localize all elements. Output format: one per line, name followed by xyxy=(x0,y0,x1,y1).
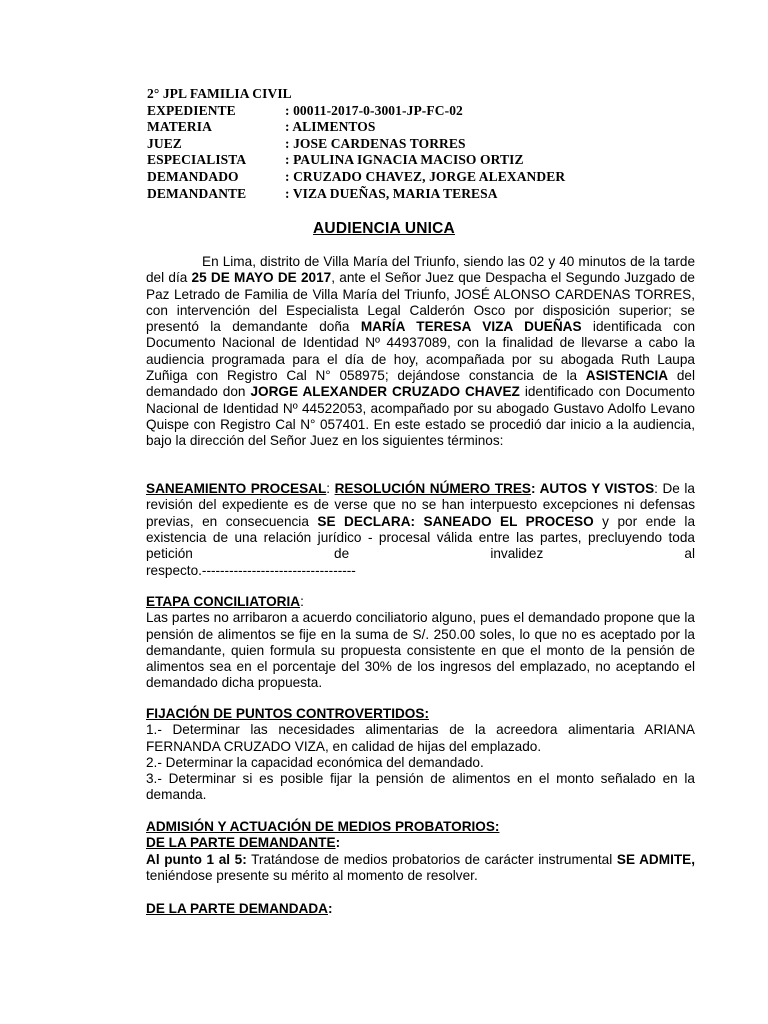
demandada-section xyxy=(146,901,695,917)
saneamiento-heading: SANEAMIENTO PROCESAL xyxy=(146,481,327,496)
case-value: : PAULINA IGNACIA MACISO ORTIZ xyxy=(285,152,524,168)
saneamiento-colon: : xyxy=(326,481,335,496)
case-row-expediente xyxy=(147,103,565,120)
admision-text xyxy=(146,852,695,885)
fijacion-item: 1.- Determinar las necesidades alimentarias de la acreedora alimentaria ARIANA FERNANDA CRUZADO VIZA, en calidad de hijas del emplazado. xyxy=(146,722,695,754)
punto-label: Al punto 1 al 5: xyxy=(146,851,247,867)
admision-section xyxy=(146,819,695,884)
case-label: DEMANDADO xyxy=(147,168,239,184)
demandada-heading: DE LA PARTE DEMANDADA xyxy=(146,901,329,916)
case-label: JUEZ xyxy=(147,135,182,151)
intro-paragraph xyxy=(146,254,695,450)
etapa-colon: : xyxy=(300,594,304,609)
case-value: : 00011-2017-0-3001-JP-FC-02 xyxy=(285,102,463,118)
case-value: : CRUZADO CHAVEZ, JORGE ALEXANDER xyxy=(285,168,566,184)
saneamiento-closing: respecto.---------------------------------- xyxy=(146,563,356,578)
admision-heading: ADMISIÓN Y ACTUACIÓN DE MEDIOS PROBATORIOS: xyxy=(146,819,500,834)
demandada-colon: : xyxy=(328,901,333,916)
intro-text-1: En Lima, distrito de Villa María del Triunfo, siendo las 02 y 40 minutos de la tarde del día xyxy=(146,254,695,286)
fijacion-item: 2.- Determinar la capacidad económica del demandado. xyxy=(146,754,484,770)
case-row-juez xyxy=(147,136,565,153)
hearing-date: 25 DE MAYO DE 2017 xyxy=(191,270,332,286)
autos-vistos: : AUTOS Y VISTOS xyxy=(531,481,655,496)
plaintiff-name: MARÍA TERESA VIZA DUEÑAS xyxy=(360,319,582,335)
demandante-subheading-line xyxy=(146,835,695,851)
intro-text-2: , ante el Señor Juez que Despacha el Segundo Juzgado de Paz Letrado de Familia de Villa María del Triunfo, JOSÉ ALONSO CARDENAS TORRES, con intervención del Especialista Legal Calderón Osco por disposición superior; se presentó la demandante doña xyxy=(146,270,695,335)
admision-text-2: teniéndose presente su mérito al momento de resolver. xyxy=(146,867,478,883)
intro-text-4: del demandado don xyxy=(146,368,695,400)
saneamiento-section xyxy=(146,481,695,562)
case-row-especialista xyxy=(147,152,565,169)
fijacion-section xyxy=(146,706,695,804)
etapa-heading-line xyxy=(146,594,695,610)
case-label: MATERIA xyxy=(147,119,212,135)
intro-text-3: identificada con Documento Nacional de Identidad Nº 44937089, con la finalidad de llevarse a cabo la audiencia programada para el día de hoy, acompañada por su abogada Ruth Laupa Zuñiga con Registro Cal N° 058975; dejándose constancia de la xyxy=(146,319,696,384)
defendant-name: JORGE ALEXANDER CRUZADO CHAVEZ xyxy=(250,384,520,400)
admision-text-1: Tratándose de medios probatorios de carácter instrumental xyxy=(246,851,617,867)
case-header xyxy=(147,86,565,202)
intro-text-5: identificado con Documento Nacional de Identidad Nº 44522053, acompañado por su abogado Gustavo Adolfo Levano Quispe con Registro Cal N° 057401. En este estado se procedió dar inicio a la audiencia, bajo la dirección del Señor Juez en los siguientes términos: xyxy=(146,384,695,449)
court-line xyxy=(147,86,565,103)
resolucion-heading: RESOLUCIÓN NÚMERO TRES xyxy=(334,481,531,496)
case-value: : ALIMENTOS xyxy=(285,119,376,135)
case-value: : JOSE CARDENAS TORRES xyxy=(285,135,466,151)
fijacion-item: 3.- Determinar si es posible fijar la pensión de alimentos en el monto señalado en la demanda. xyxy=(146,771,695,803)
case-label: EXPEDIENTE xyxy=(147,102,236,118)
court-name: 2° JPL FAMILIA CIVIL xyxy=(147,86,292,101)
case-row-materia xyxy=(147,119,565,136)
saneado-declaration: SE DECLARA: SANEADO EL PROCESO xyxy=(317,513,594,529)
case-row-demandante xyxy=(147,186,565,203)
saneamiento-text-1: : De la revisión del expediente es de verse que no se han interpuesto excepciones ni defensas previas, en consecuencia xyxy=(146,481,695,529)
etapa-section xyxy=(146,594,695,692)
document-title: AUDIENCIA UNICA xyxy=(313,220,455,237)
etapa-heading: ETAPA CONCILIATORIA xyxy=(146,594,301,609)
se-admite: SE ADMITE, xyxy=(616,851,695,867)
etapa-text: Las partes no arribaron a acuerdo conciliatorio alguno, pues el demandado propone que la pensión de alimentos se fije en la suma de S/. 250.00 soles, lo que no es aceptado por la demandante, quien formula su propuesta consistente en que el monto de la pensión de alimentos sea en el porcentaje del 30% de los ingresos del emplazado, no aceptando el demandado dicha propuesta. xyxy=(146,610,695,691)
demandante-subheading: DE LA PARTE DEMANDANTE xyxy=(146,835,336,851)
case-label: DEMANDANTE xyxy=(147,185,247,201)
case-label: ESPECIALISTA xyxy=(147,152,247,168)
fijacion-heading: FIJACIÓN DE PUNTOS CONTROVERTIDOS: xyxy=(146,706,429,721)
saneamiento-text-2: y por ende la existencia de una relación jurídico - procesal válida entre las partes, precluyendo toda petición de invalidez al xyxy=(146,513,695,562)
demandante-colon: : xyxy=(335,835,341,851)
case-row-demandado xyxy=(147,169,565,186)
case-value: : VIZA DUEÑAS, MARIA TERESA xyxy=(285,185,498,201)
attendance-label: ASISTENCIA xyxy=(585,368,669,384)
